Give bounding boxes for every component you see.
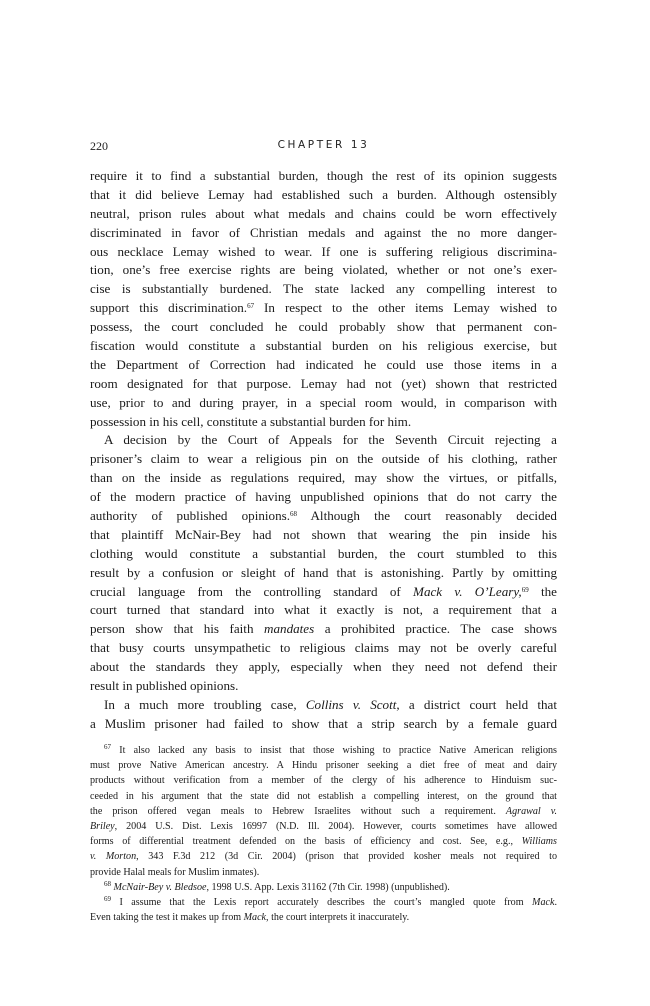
footnote-line <box>90 880 557 895</box>
body-line: fiscation would constitute a substantial burden on his religious exercise, but <box>90 338 557 354</box>
footnotes <box>90 743 557 925</box>
footnote-ref-68[interactable]: 68 <box>290 510 298 519</box>
footnote-text: forms of differential treatment defended on the basis of efficiency and cost. See, e.g., <box>90 836 522 848</box>
footnote-text: , 2004 U.S. Dist. Lexis 16997 (N.D. Ill. 2004). However, courts sometimes have allowed <box>114 820 557 832</box>
body-line: that it did believe Lemay had established such a burden. Although ostensibly <box>90 186 557 202</box>
page-number: 220 <box>90 139 108 153</box>
case-name: Mack <box>243 912 267 924</box>
body-line: court turned that standard into what it exactly is not, a requirement that a <box>90 602 557 618</box>
footnote-line <box>90 849 557 864</box>
footnote-number-67: 67 <box>104 743 111 751</box>
running-head <box>90 139 557 155</box>
footnote-line: must prove Native American ancestry. A Hindu prisoner seeking a diet free of meat and dairy <box>90 760 557 772</box>
body-line: possess, the court concluded he could probably show that permanent con- <box>90 319 557 335</box>
body-line: about the standards they apply, especially when they need not defend their <box>90 659 557 675</box>
footnote-line <box>90 834 557 849</box>
body-text-span: crucial language from the controlling standard of <box>90 583 414 599</box>
footnote-line <box>90 804 557 819</box>
body-line: cise is substantially burdened. The state lacked any compelling interest to <box>90 281 557 297</box>
body-line <box>90 620 557 639</box>
body-text-span: a district court held that <box>399 696 557 712</box>
body-line: possession in his cell, constitute a substantial burden for him. <box>90 413 412 429</box>
body-text-span: Although the court reasonably decided <box>297 508 557 524</box>
footnote-line: products without verification from a member of the clergy of his adherence to Hinduism suc- <box>90 775 557 787</box>
body-line: that busy courts unsympathetic to religious claims may not be overly careful <box>90 640 557 656</box>
footnote-text: , 1998 U.S. App. Lexis 31162 (7th Cir. 1998) (unpublished). <box>206 881 450 893</box>
body-line: prisoner’s claim to wear a religious pin on the outside of his clothing, rather <box>90 451 557 467</box>
body-text-span: authority of published opinions. <box>90 508 291 524</box>
emphasis-text: mandates <box>264 621 315 637</box>
footnote-text: , 343 F.3d 212 (3d Cir. 2004) (prison that provided kosher meals not required to <box>136 851 557 863</box>
body-line: ous necklace Lemay wished to wear. If one is suffering religious discrimina- <box>90 243 557 259</box>
chapter-label: CHAPTER 13 <box>277 139 370 151</box>
body-line: discriminated in favor of Christian medals and against the no more danger- <box>90 224 557 240</box>
body-line <box>90 583 557 602</box>
case-name: Agrawal v. <box>505 805 557 817</box>
footnote-line <box>90 895 557 910</box>
body-text-span: support this discrimination. <box>90 300 248 316</box>
case-name: Mack <box>532 896 555 908</box>
body-text <box>90 167 557 734</box>
body-line: a Muslim prisoner had failed to show that a strip search by a female guard <box>90 715 557 731</box>
footnote-number-69: 69 <box>104 894 111 903</box>
body-line: A decision by the Court of Appeals for the Seventh Circuit rejecting a <box>104 432 557 448</box>
body-line: room designated for that purpose. Lemay had not (yet) shown that restricted <box>90 375 557 391</box>
case-name: Briley <box>90 820 115 832</box>
body-line: of the modern practice of having unpublished opinions that do not carry the <box>90 489 557 505</box>
body-line: than on the inside as regulations required, may show the virtues, or pitfalls, <box>90 470 557 486</box>
body-line: that plaintiff McNair-Bey had not shown that wearing the pin inside his <box>90 526 557 542</box>
footnote-line: provide Halal meals for Muslim inmates). <box>90 866 260 878</box>
footnote-line <box>90 743 557 758</box>
case-name: McNair-Bey v. Bledsoe <box>113 881 207 893</box>
body-line: use, prior to and during prayer, in a special room would, in comparison with <box>90 394 557 410</box>
footnote-ref-67[interactable]: 67 <box>247 302 255 311</box>
body-line <box>90 507 557 526</box>
footnote-line <box>90 819 557 834</box>
footnote-ref-69[interactable]: 69 <box>521 585 529 594</box>
body-text-span: person show that his faith <box>90 621 265 637</box>
body-line: result by a confusion or sleight of hand that is astonishing. Partly by omitting <box>90 564 557 580</box>
body-line: result in published opinions. <box>90 678 239 694</box>
footnote-text: the prison offered vegan meals to Hebrew Israelites without such a requirement. <box>90 805 506 817</box>
body-line: clothing would constitute a substantial burden, the court stumbled to this <box>90 545 557 561</box>
body-line: neutral, prison rules about what medals and chains could be worn effectively <box>90 205 557 221</box>
body-line: tion, one’s free exercise rights are being violated, whether or not one’s exer- <box>90 262 557 278</box>
body-line: the Department of Correction had indicated he could use those items in a <box>90 356 557 372</box>
footnote-text: , the court interprets it inaccurately. <box>266 912 410 924</box>
footnote-text: It also lacked any basis to insist that those wishing to practice Native American religions <box>111 745 557 756</box>
body-text-span: In respect to the other items Lemay wished to <box>254 300 557 316</box>
footnote-number-68: 68 <box>104 879 111 888</box>
body-line <box>90 696 557 715</box>
footnote-text: I assume that the Lexis report accurately describes the court’s mangled quote from <box>111 896 533 908</box>
case-name: Mack v. O’Leary, <box>413 583 522 599</box>
case-name: Collins v. Scott, <box>305 696 400 712</box>
body-text-span: a prohibited practice. The case shows <box>314 621 557 637</box>
case-name: Williams <box>521 836 557 848</box>
footnote-text: Even taking the test it makes up from <box>90 912 244 924</box>
footnote-text: . <box>554 896 557 908</box>
footnote-line: ceeded in his argument that the state did not establish a compelling interest, on the ground that <box>90 790 557 802</box>
body-text-span: In a much more troubling case, <box>104 696 306 712</box>
body-line: require it to find a substantial burden, though the rest of its opinion suggests <box>90 168 557 183</box>
body-text-span: the <box>528 583 557 599</box>
case-name: v. Morton <box>90 851 137 863</box>
footnote-line <box>90 910 557 925</box>
body-line <box>90 299 557 318</box>
